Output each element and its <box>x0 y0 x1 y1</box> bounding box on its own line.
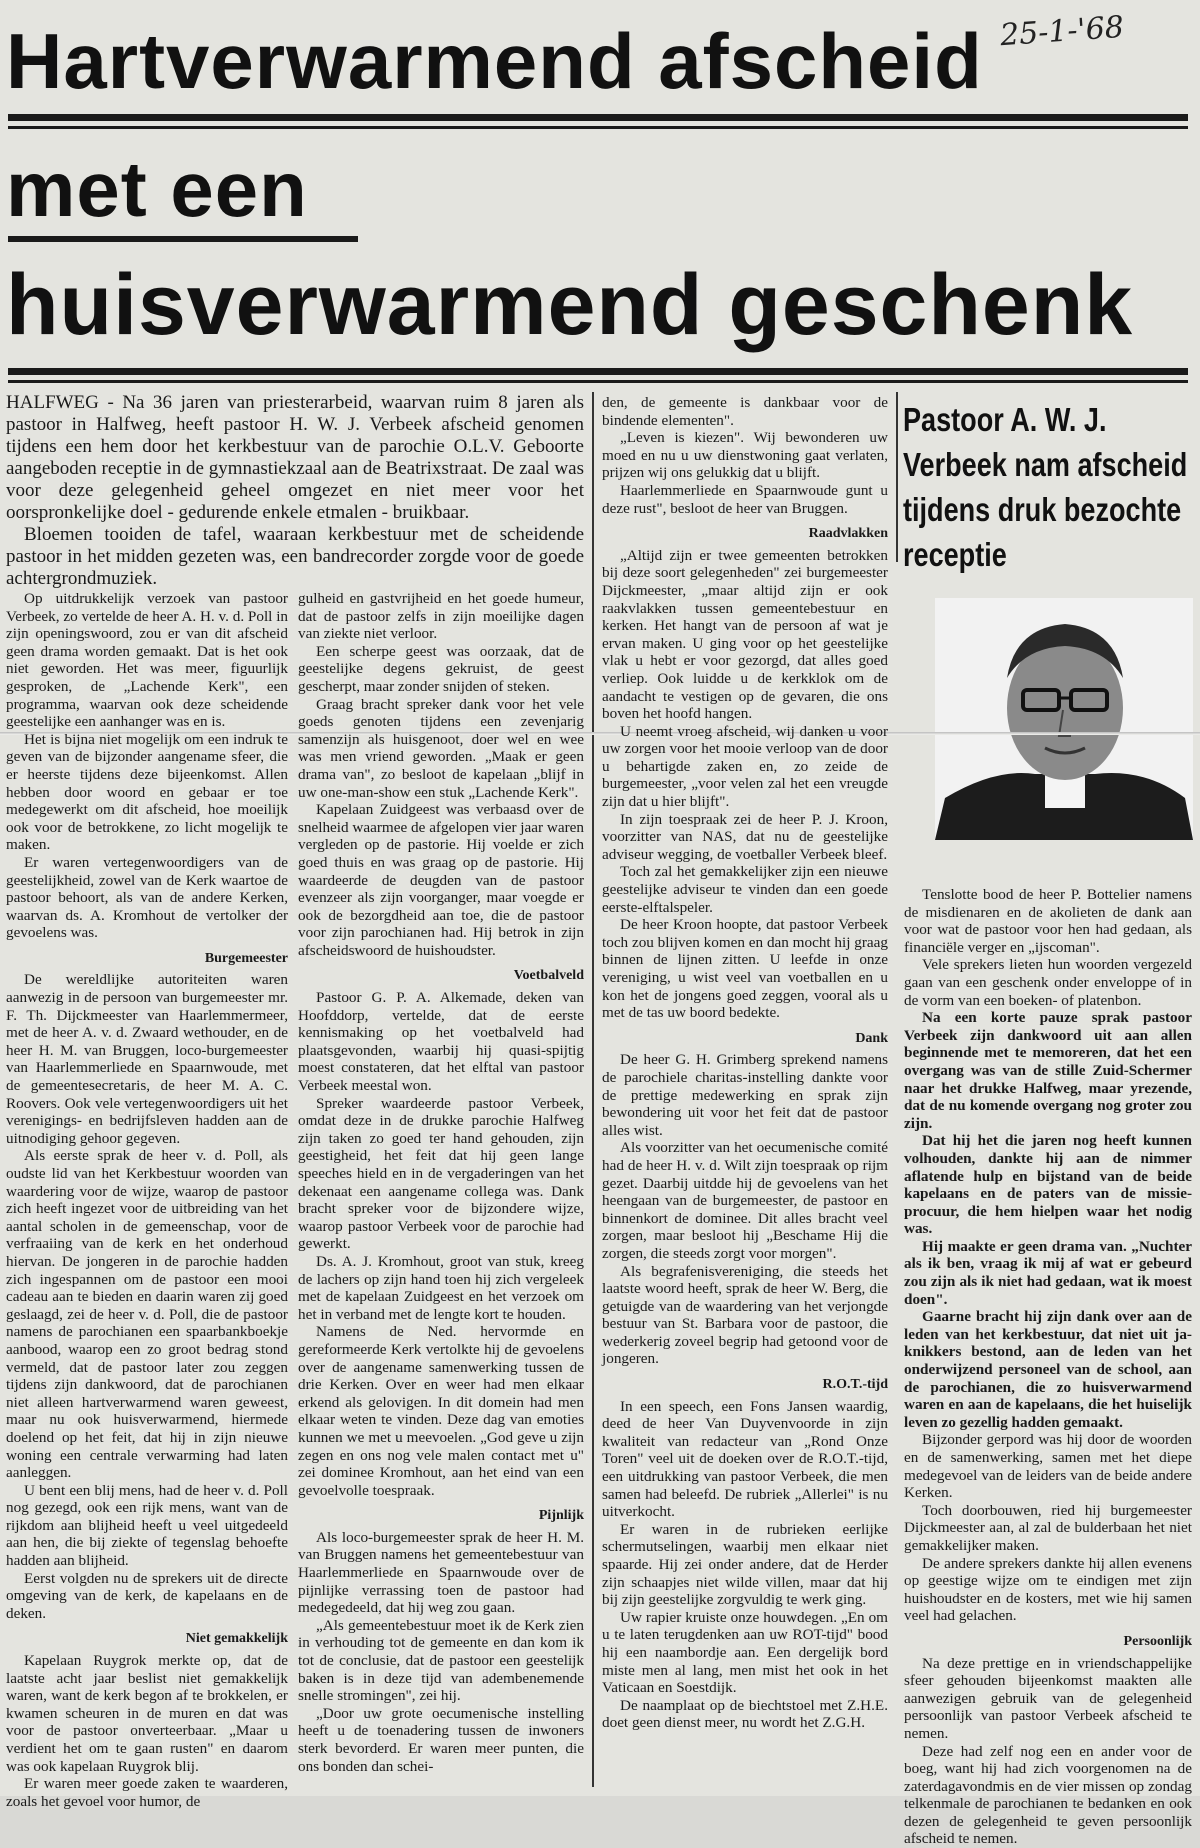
column-4 <box>904 886 1192 1796</box>
side-title: Pastoor A. W. J. Verbeek nam afscheid tijdens druk bezochte receptie <box>903 397 1193 577</box>
subheading: Niet gemakkelijk <box>6 1630 288 1648</box>
headline-rule <box>8 368 1188 375</box>
column-3 <box>602 394 888 1796</box>
paragraph: Kapelaan Ruygrok merkte op, dat de laatste acht jaar beslist niet gemakkelijk waren, want de kerk begon af te brokkelen, er kwamen scheuren in de muren en dat was voor de pastoor onverteerbaar. „Maar u verdient het om te gaan rusten" en daarom was ook kapelaan Ruygrok blij. <box>6 1652 288 1775</box>
headline-line-3: huisverwarmend geschenk <box>6 262 1133 348</box>
subheading: Raadvlakken <box>602 525 888 543</box>
paragraph: Kapelaan Zuidgeest was verbaasd over de snelheid waarmee de afgelopen vier jaar waren vergleden op de pastorie. Hij voelde er zich goed thuis en was graag op de pastorie. Hij waardeerde de deugden van de pastoor evenzeer als zijn voorganger, maar voegde er ook de bezorgdheid aan toe, die de pastoor voor zijn parochianen had. Hij betrok in zijn afscheidswoord de huishoudster. <box>298 801 584 959</box>
subheading: Voetbalveld <box>298 967 584 985</box>
paragraph: Deze had zelf nog een en ander voor de boeg, want hij had zich voorgenomen na de zaterdagavondmis en de vier missen op zondag telkenmale de parochianen te bedanken en ook dezen de gelegenheid te geven persoonlijk afscheid te nemen. <box>904 1743 1192 1848</box>
paragraph: Een scherpe geest was oorzaak, dat de geestelijke degens gekruist, de geest gescherpt, maar zonder snijden of steken. <box>298 643 584 696</box>
headline-line-1: Hartverwarmend afscheid <box>6 22 983 100</box>
paragraph: Vele sprekers lieten hun woorden vergezeld gaan van een geschenk onder enveloppe of in de vorm van een boeken- of platenbon. <box>904 956 1192 1009</box>
paragraph: Spreker waardeerde pastoor Verbeek, omdat deze in de drukke parochie Halfweg zijn taken zo goed ter hand gehouden, zijn geestigheid, het feit dat hij geen lange speeches hield en in de vergaderingen van het dekenaat een aangename collega was. Dank bracht spreker voor de bijzondere wijze, waarop pastoor Verbeek voor de parochie had gewerkt. <box>298 1095 584 1253</box>
column-divider <box>896 392 898 562</box>
paragraph: De heer G. H. Grimberg sprekend namens de parochiele charitas-instelling dankte voor de prettige medewerking en sprak zijn bewondering uit voor het feit dat de pastoor alles wist. <box>602 1051 888 1139</box>
subheading: Dank <box>602 1030 888 1048</box>
paragraph: Op uitdrukkelijk verzoek van pastoor Verbeek, zo vertelde de heer A. H. v. d. Poll in zijn openingswoord, zou er van dit afscheid geen drama worden gemaakt. Dat is het ook niet geworden. Het was meer, figuurlijk gesproken, de „Lachende Kerk", een programma, waarvan ook deze scheidende geestelijke een aanhanger was en is. <box>6 590 288 731</box>
paragraph: De heer Kroon hoopte, dat pastoor Verbeek toch zou blijven komen en dan mocht hij graag binnen de lijnen zitten. U leefde in onze vereniging, u wist veel van voetballen en u kon het de jongens goed zeggen, vooral als u met de tas uw boord bedekte. <box>602 916 888 1022</box>
paragraph: Namens de Ned. hervormde en gereformeerde Kerk vertolkte hij de gevoelens over de aangename samenwerking tussen de drie Kerken. Over en weer had men elkaar erkend als gelovigen. In dit domein had men elkaar weten te vinden. Deze dag van emoties kunnen we met u meevoelen. „God geve u zijn zegen en ons nog vele malen contact met u" zei dominee Kromhout, aan het eind van een gevoelvolle toespraak. <box>298 1323 584 1499</box>
paragraph: Tenslotte bood de heer P. Bottelier namens de misdienaren en de akolieten de dank aan voor wat de pastoor voor hen had gedaan, als financiële verger en „ijscoman". <box>904 886 1192 956</box>
intro-paragraph: Bloemen tooiden de tafel, waaraan kerkbestuur met de scheidende pastoor in het midden gezeten was, een bandrecorder zorgde voor de goede achtergrondmuziek. <box>6 524 584 590</box>
paragraph: Er waren vertegenwoordigers van de geestelijkheid, zowel van de Kerk waartoe de pastoor behoort, als van de andere Kerken, waarvan ds. A. Kromhout de vertolker der gevoelens was. <box>6 854 288 942</box>
paragraph: Het is bijna niet mogelijk om een indruk te geven van de bijzonder aangename sfeer, die er heerste tijdens deze bijeenkomst. Allen hebben door woord en gebaar er toe medegewerkt om dit afscheid, hoe moeilijk ook voor de betrokkene, zo licht mogelijk te maken. <box>6 731 288 854</box>
paragraph: Na deze prettige en in vriendschappelijke sfeer gehouden bijeenkomst maakten alle aanwezigen gebruik van de gelegenheid persoonlijk van pastoor Verbeek afscheid te nemen. <box>904 1655 1192 1743</box>
paragraph: In een speech, een Fons Jansen waardig, deed de heer Van Duyvenvoorde in zijn kwaliteit van redacteur van „Rond Onze Toren" veel uit de doeken over de R.O.T.-tijd, een uitdrukking van pastoor Verbeek, die men samen had beleefd. De rubriek „Allerlei" is nu uitverkocht. <box>602 1398 888 1521</box>
column-1 <box>6 590 288 1796</box>
paragraph: Bijzonder gerpord was hij door de woorden en de samenwerking, samen met het diepe medegevoel van de leiders van de beide andere Kerken. <box>904 1431 1192 1501</box>
paragraph: U bent een blij mens, had de heer v. d. Poll nog gezegd, ook een rijk mens, want van de rijkdom aan blijheid heeft u veel uitgedeeld aan hen, die bij ziekte of tegenslag behoefte hadden aan blijheid. <box>6 1482 288 1570</box>
intro-text <box>6 392 584 590</box>
paragraph: den, de gemeente is dankbaar voor de bindende elementen". <box>602 394 888 429</box>
paragraph: „Als gemeentebestuur moet ik de Kerk zien in verhouding tot de gemeente en dan kom ik tot de conclusie, dat de pastoor een geestelijk baken is in deze tijd van adembenemende snelle stromingen", zei hij. <box>298 1617 584 1705</box>
paragraph: In zijn toespraak zei de heer P. J. Kroon, voorzitter van NAS, dat nu de geestelijke adviseur wegging, de voetballer Verbeek bleef. <box>602 811 888 864</box>
handwritten-date: 25-1-'68 <box>999 10 1125 54</box>
portrait-photo <box>935 598 1193 840</box>
paragraph: Als eerste sprak de heer v. d. Poll, als oudste lid van het Kerkbestuur woorden van waardering voor de wijze, waarop de pastoor zich heeft ingezet voor de uitbreiding van het aantal scholen in de gemeenschap, voor de verfraaiing van de kerk en het onderhoud hiervan. De jongeren in de parochie hadden zich ingespannen om de pastoor een mooi cadeau aan te bieden en daarin waren zij goed geslaagd, zei de heer v. d. Poll, die de pastoor namens de parochianen een spaarbankboekje aanbood, waarop een zo groot bedrag stond vermeld, dat de pastoor later zou zeggen tijdens zijn dankwoord, dat de parochianen niet alleen hartverwarmend waren geweest, maar nu ook huisverwarmend, hiermede doelend op het feit, dat hij in zijn nieuwe woning een centrale verwarming had laten aanleggen. <box>6 1147 288 1481</box>
headline-rule <box>8 126 1188 129</box>
paragraph: De wereldlijke autoriteiten waren aanwezig in de persoon van burgemeester mr. F. Th. Dijckmeester van Haarlemmermeer, met de heer A. v. d. Zwaard wethouder, en de heer H. M. van Bruggen, loco-burgemeester van Haarlemmerliede en Spaarnwoude, met de gemeentesecretaris, de heer M. A. C. Roovers. Ook vele vertegenwoordigers uit het verenigings- en bedrijfsleven hadden aan de uitnodiging gehoor gegeven. <box>6 971 288 1147</box>
column-divider <box>592 392 594 1787</box>
paragraph: Als voorzitter van het oecumenische comité had de heer H. v. d. Wilt zijn toespraak op rijm gezet. Daarbij uitdde hij de gevoelens van het heengaan van de burgemeester, de pastoor en binnenkort de dominee. Dit alles bracht veel zorgen, maar besloot hij „Beschame Hij die zorgen, die steeds zorgt voor morgen". <box>602 1139 888 1262</box>
paragraph: De naamplaat op de biechtstoel met Z.H.E. doet geen dienst meer, nu wordt het Z.G.H. <box>602 1697 888 1732</box>
paragraph: Graag bracht spreker dank voor het vele goeds genoten tijdens een zevenjarig samenzijn als huisgenoot, doer wel en wee was men vriend geworden. „Maak er geen drama van", zo besloot de kapelaan „blijf in uw one-man-show een stuk „Lachende Kerk". <box>298 696 584 802</box>
paragraph: U neemt vroeg afscheid, wij danken u voor uw zorgen voor het mooie verloop van de door u behartigde zaken en, zo zeide de burgemeester, „voor velen zal het een vreugde zijn dat u hier blijft". <box>602 723 888 811</box>
paragraph: Hij maakte er geen drama van. „Nuchter als ik ben, vraag ik mij af wat er gebeurd zou zijn als ik niet had gedaan, wat ik moest doen". <box>904 1238 1192 1308</box>
paragraph: „Altijd zijn er twee gemeenten betrokken bij deze soort gelegenheden" zei burgemeester Dijckmeester, „maar altijd zijn er ook raakvlakken tussen gemeentebestuur en kerken. Het hangt van de persoon af wat je ervan maken. U ging voor op het geestelijke vlak u hebt er voor gezorgd, dat alles goed verliep. Ook luidde u de kerkklok om de aandacht te vestigen op de gevaren, die ons boven het hoofd hangen. <box>602 547 888 723</box>
subheading: R.O.T.-tijd <box>602 1376 888 1394</box>
paragraph: gulheid en gastvrijheid en het goede humeur, dat de pastoor zelfs in zijn moeilijke dagen van ziekte niet verloor. <box>298 590 584 643</box>
paragraph: Uw rapier kruiste onze houwdegen. „En om u te laten terugdenken aan uw ROT-tijd" bood hij een naambordje aan. Een dergelijk bord miste men al lang, men mist het ook in het Vaticaan en Soestdijk. <box>602 1609 888 1697</box>
paragraph: Pastoor G. P. A. Alkemade, deken van Hoofddorp, vertelde, dat de eerste kennismaking op het voetbalveld had plaatsgevonden, waarbij hij quasi-spijtig moest constateren, dat het elftal van pastoor Verbeek meestal won. <box>298 989 584 1095</box>
paragraph: Er waren meer goede zaken te waarderen, zoals het gevoel voor humor, de <box>6 1775 288 1810</box>
subheading: Pijnlijk <box>298 1507 584 1525</box>
paragraph: „Door uw grote oecumenische instelling heeft u de toenadering tussen de inwoners sterk bevorderd. Er waren meer punten, die ons bonden dan schei- <box>298 1705 584 1775</box>
paragraph: Eerst volgden nu de sprekers uit de directe omgeving van de kerk, de kapelaans en de deken. <box>6 1570 288 1623</box>
column-2 <box>298 590 584 1796</box>
paragraph: Na een korte pauze sprak pastoor Verbeek zijn dankwoord uit aan allen beginnende met te memoreren, dat het een overgang was van de stille Zuid-Schermer naar het drukke Halfweg, maar yrezende, dat de nu komende overgang nog groter zou zijn. <box>904 1009 1192 1132</box>
paragraph: Als begrafenisvereniging, die steeds het laatste woord heeft, sprak de heer W. Berg, die getuigde van de waardering van het verjongde bestuur van St. Barbara voor de pastoor, die wederkerig zoveel begrip had getoond voor de jongeren. <box>602 1263 888 1369</box>
headline-rule <box>8 114 1188 121</box>
paragraph: Toch doorbouwen, ried hij burgemeester Dijckmeester aan, al zal de bulderbaan het niet gemakkelijker maken. <box>904 1502 1192 1555</box>
paragraph: Gaarne bracht hij zijn dank over aan de leden van het kerkbestuur, dat niet uit ja-knikkers bestond, aan de leden van het onderwijzend personeel van de school, aan de parochianen, die zo huisverwarmend waren en aan de kapelaans, die het huiselijk leven zo gezellig hadden gemaakt. <box>904 1308 1192 1431</box>
headline-rule <box>8 236 358 242</box>
headline-line-2: met een <box>6 150 308 228</box>
paragraph: Toch zal het gemakkelijker zijn een nieuwe geestelijke adviseur te vinden dan een goede eerste-elftalspeler. <box>602 863 888 916</box>
paragraph: „Leven is kiezen". Wij bewonderen uw moed en nu u uw dienstwoning gaat verlaten, prijzen wij ons gelukkig dat u blijft. <box>602 429 888 482</box>
paragraph: Ds. A. J. Kromhout, groot van stuk, kreeg de lachers op zijn hand toen hij zich vergeleek met de kapelaan Zuidgeest en het verzoek om het in verband met de lengte kort te houden. <box>298 1253 584 1323</box>
paragraph: Er waren in de rubrieken eerlijke schermutselingen, waarbij men elkaar niet spaarde. Hij zei onder andere, dat de Herder zijn schaapjes niet wilde villen, maar dat hij bij zijn geestelijke zorgvuldig te werk ging. <box>602 1521 888 1609</box>
portrait-image <box>935 598 1193 840</box>
subheading: Persoonlijk <box>904 1633 1192 1651</box>
subheading: Burgemeester <box>6 950 288 968</box>
paragraph: Haarlemmerliede en Spaarnwoude gunt u deze rust", besloot de heer van Bruggen. <box>602 482 888 517</box>
headline-rule <box>8 380 1188 383</box>
paragraph: Dat hij het die jaren nog heeft kunnen volhouden, dankte hij aan de nimmer aflatende hulp en bijstand van de beide kapelaans en de paters van de missie-procuur, die hem hielpen waar het nodig was. <box>904 1132 1192 1238</box>
paragraph: De andere sprekers dankte hij allen evenens op geestige wijze om te eindigen met zijn huishoudster en de kosters, met wie hij samen veel had gelachen. <box>904 1555 1192 1625</box>
intro-paragraph: HALFWEG - Na 36 jaren van priesterarbeid, waarvan ruim 8 jaren als pastoor in Halfweg, heeft pastoor H. W. J. Verbeek afscheid genomen tijdens een hem door het kerkbestuur van de parochie O.L.V. Geboorte aangeboden receptie in de gymnastiekzaal aan de Beatrixstraat. De zaal was voor deze gelegenheid geheel omgezet en niet meer voor het oorspronkelijke doel - gedurende enkele etmalen - bruikbaar. <box>6 392 584 524</box>
paragraph: Als loco-burgemeester sprak de heer H. M. van Bruggen namens het gemeentebestuur van Haarlemmerliede en Spaarnwoude over de pijnlijke verrassing toen de pastoor had medegedeeld, dat hij weg zou gaan. <box>298 1529 584 1617</box>
